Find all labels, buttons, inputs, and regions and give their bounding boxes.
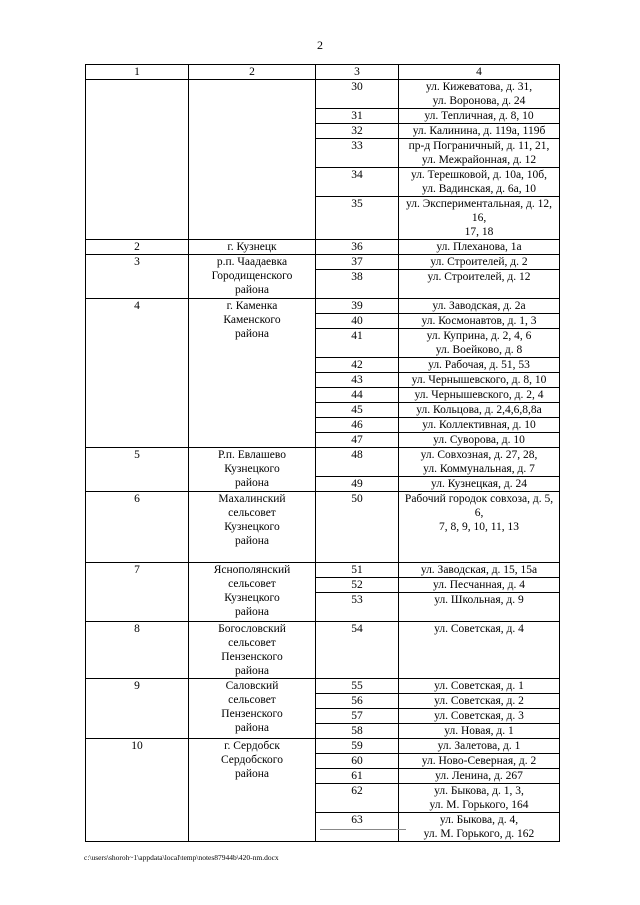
address-number-cell: 34: [316, 168, 399, 197]
locality-line: района: [234, 535, 270, 547]
address-line: ул. Экспериментальная, д. 12, 16,: [405, 198, 553, 224]
address-cell: [399, 139, 560, 168]
address-line: Рабочий городок совхоза, д. 5, 6,: [404, 493, 554, 519]
address-cell: [399, 754, 560, 769]
column-header: 1: [86, 65, 189, 80]
address-line: ул. Заводская, д. 2а: [432, 300, 526, 312]
address-cell: [399, 448, 560, 477]
address-cell: [399, 168, 560, 197]
address-line: ул. Новая, д. 1: [444, 725, 514, 737]
address-cell: [399, 784, 560, 813]
address-line: ул. Заводская, д. 15, 15а: [420, 564, 538, 576]
address-number-cell: 40: [316, 314, 399, 329]
address-number-cell: 62: [316, 784, 399, 813]
address-line: ул. Советская, д. 2: [434, 695, 524, 707]
locality-line: Кузнецкого: [224, 463, 280, 475]
address-number-cell: 41: [316, 329, 399, 358]
address-cell: [399, 270, 560, 299]
address-line: ул. Куприна, д. 2, 4, 6: [426, 330, 532, 342]
address-line: ул. Советская, д. 3: [434, 710, 524, 722]
address-line: ул. Коллективная, д. 10: [422, 419, 536, 431]
locality-line: сельсовет: [228, 507, 276, 519]
group-number-cell: 8: [86, 622, 189, 679]
locality-line: района: [234, 328, 270, 340]
locality-line: района: [234, 665, 270, 677]
address-line: ул. Космонавтов, д. 1, 3: [421, 315, 537, 327]
address-cell: [399, 255, 560, 270]
locality-cell: [189, 563, 316, 622]
address-number-cell: 63: [316, 813, 399, 842]
address-number-cell: 59: [316, 739, 399, 754]
address-number-cell: 43: [316, 373, 399, 388]
address-cell: [399, 477, 560, 492]
address-number-cell: 30: [316, 80, 399, 109]
group-number-cell: 10: [86, 739, 189, 842]
address-cell: [399, 433, 560, 448]
locality-line: г. Кузнецк: [227, 241, 277, 253]
table-body: [86, 80, 560, 842]
address-line: пр-д Пограничный, д. 11, 21,: [408, 140, 550, 152]
locality-line: г. Сердобск: [224, 740, 280, 752]
address-number-cell: 45: [316, 403, 399, 418]
address-line: ул. Тепличная, д. 8, 10: [424, 110, 534, 122]
locality-cell: [189, 622, 316, 679]
address-cell: [399, 403, 560, 418]
address-line: ул. Вадинская, д. 6а, 10: [421, 183, 537, 195]
locality-cell: [189, 739, 316, 842]
address-cell: [399, 622, 560, 679]
address-line: ул. Советская, д. 4: [434, 623, 524, 635]
address-line: ул. Чернышевского, д. 8, 10: [411, 374, 547, 386]
locality-line: г. Каменка: [226, 300, 278, 312]
locality-line: района: [234, 722, 270, 734]
table-row: [86, 255, 560, 270]
address-line: ул. Строителей, д. 2: [430, 256, 528, 268]
address-line: ул. Кижеватова, д. 31,: [425, 81, 533, 93]
address-cell: [399, 373, 560, 388]
address-line: ул. Кольцова, д. 2,4,6,8,8а: [416, 404, 542, 416]
address-line: ул. Быкова, д. 4,: [439, 814, 519, 826]
address-number-cell: 48: [316, 448, 399, 477]
group-number-cell: 5: [86, 448, 189, 492]
column-header: 4: [399, 65, 560, 80]
locality-cell: [189, 448, 316, 492]
locality-line: района: [234, 606, 270, 618]
group-number-cell: 3: [86, 255, 189, 299]
address-cell: [399, 388, 560, 403]
table-row: [86, 679, 560, 694]
address-cell: [399, 578, 560, 593]
address-line: ул. Воейково, д. 8: [435, 344, 523, 356]
footnote-divider: [320, 829, 406, 830]
locality-line: р.п. Чаадаевка: [216, 256, 288, 268]
locality-cell: [189, 492, 316, 563]
locality-line: сельсовет: [228, 578, 276, 590]
address-number-cell: 50: [316, 492, 399, 563]
address-number-cell: 52: [316, 578, 399, 593]
address-cell: [399, 709, 560, 724]
address-line: ул. Суворова, д. 10: [433, 434, 525, 446]
address-cell: [399, 679, 560, 694]
address-number-cell: 53: [316, 593, 399, 622]
locality-cell: [189, 299, 316, 448]
locality-line: сельсовет: [228, 694, 276, 706]
address-cell: [399, 813, 560, 842]
column-header: 2: [189, 65, 316, 80]
address-cell: [399, 329, 560, 358]
group-number-cell: 2: [86, 240, 189, 255]
address-line: ул. Советская, д. 1: [434, 680, 524, 692]
address-number-cell: 42: [316, 358, 399, 373]
address-number-cell: 58: [316, 724, 399, 739]
locality-cell: [189, 255, 316, 299]
address-cell: [399, 724, 560, 739]
locality-line: Пензенского: [221, 651, 283, 663]
address-number-cell: 36: [316, 240, 399, 255]
address-line: ул. Быкова, д. 1, 3,: [434, 785, 524, 797]
address-number-cell: 61: [316, 769, 399, 784]
address-line: 7, 8, 9, 10, 11, 13: [438, 521, 520, 533]
address-number-cell: 38: [316, 270, 399, 299]
locality-cell: [189, 679, 316, 739]
address-cell: [399, 314, 560, 329]
locality-cell: [189, 80, 316, 240]
address-line: ул. М. Горького, д. 162: [423, 828, 535, 840]
table-row: [86, 563, 560, 578]
table-row: [86, 448, 560, 477]
address-line: ул. Чернышевского, д. 2, 4: [414, 389, 544, 401]
address-cell: [399, 109, 560, 124]
address-cell: [399, 197, 560, 240]
address-line: ул. Школьная, д. 9: [434, 594, 524, 606]
locality-line: Яснополянский: [213, 564, 291, 576]
address-number-cell: 57: [316, 709, 399, 724]
address-number-cell: 32: [316, 124, 399, 139]
address-number-cell: 46: [316, 418, 399, 433]
table-row: [86, 622, 560, 679]
address-line: ул. Совхозная, д. 27, 28,: [420, 449, 538, 461]
address-line: ул. Калинина, д. 119а, 119б: [412, 125, 546, 137]
address-number-cell: 37: [316, 255, 399, 270]
address-number-cell: 44: [316, 388, 399, 403]
locality-line: района: [234, 284, 270, 296]
addresses-table: [85, 64, 560, 842]
group-number-cell: [86, 80, 189, 240]
group-number-cell: 9: [86, 679, 189, 739]
address-line: ул. Ленина, д. 267: [435, 770, 523, 782]
locality-line: Богословский: [218, 623, 286, 635]
address-line: ул. Коммунальная, д. 7: [423, 463, 535, 475]
locality-cell: [189, 240, 316, 255]
address-line: ул. Терешковой, д. 10а, 10б,: [410, 169, 548, 181]
address-cell: [399, 492, 560, 563]
locality-line: Пензенского: [221, 708, 283, 720]
address-cell: [399, 358, 560, 373]
address-number-cell: 39: [316, 299, 399, 314]
address-cell: [399, 124, 560, 139]
address-line: ул. Кузнецкая, д. 24: [431, 478, 527, 490]
address-line: ул. М. Горького, 164: [429, 799, 529, 811]
address-cell: [399, 418, 560, 433]
address-cell: [399, 593, 560, 622]
group-number-cell: 7: [86, 563, 189, 622]
address-line: ул. Залетова, д. 1: [437, 740, 521, 752]
address-line: ул. Строителей, д. 12: [427, 271, 531, 283]
address-line: ул. Ново-Северная, д. 2: [421, 755, 537, 767]
address-cell: [399, 739, 560, 754]
locality-line: района: [234, 768, 270, 780]
table-row: [86, 240, 560, 255]
address-line: ул. Плеханова, 1а: [436, 241, 522, 253]
locality-line: Махалинский: [218, 493, 286, 505]
address-number-cell: 55: [316, 679, 399, 694]
address-line: ул. Межрайонная, д. 12: [421, 154, 537, 166]
locality-line: района: [234, 477, 270, 489]
file-path: c:\users\shoroh~1\appdata\local\temp\notes87944b\420-nm.docx: [84, 853, 279, 862]
address-number-cell: 56: [316, 694, 399, 709]
locality-line: Кузнецкого: [224, 521, 280, 533]
locality-line: Р.п. Евлашево: [218, 449, 286, 461]
address-number-cell: 31: [316, 109, 399, 124]
address-cell: [399, 563, 560, 578]
address-cell: [399, 299, 560, 314]
address-line: ул. Рабочая, д. 51, 53: [428, 359, 530, 371]
locality-line: Кузнецкого: [224, 592, 280, 604]
table-row: [86, 80, 560, 109]
address-cell: [399, 80, 560, 109]
table-row: [86, 492, 560, 563]
address-number-cell: 54: [316, 622, 399, 679]
address-number-cell: 51: [316, 563, 399, 578]
table-row: [86, 299, 560, 314]
address-cell: [399, 694, 560, 709]
table-header-row: [86, 65, 560, 80]
address-line: ул. Песчанная, д. 4: [433, 579, 525, 591]
address-line: 17, 18: [464, 226, 494, 238]
address-cell: [399, 240, 560, 255]
address-number-cell: 35: [316, 197, 399, 240]
locality-line: Городищенского: [211, 270, 293, 282]
address-cell: [399, 769, 560, 784]
locality-line: Саловский: [225, 680, 279, 692]
address-line: ул. Воронова, д. 24: [432, 95, 526, 107]
address-number-cell: 33: [316, 139, 399, 168]
address-number-cell: 47: [316, 433, 399, 448]
locality-line: сельсовет: [228, 637, 276, 649]
group-number-cell: 6: [86, 492, 189, 563]
address-number-cell: 49: [316, 477, 399, 492]
group-number-cell: 4: [86, 299, 189, 448]
page-number: 2: [317, 38, 323, 52]
column-header: 3: [316, 65, 399, 80]
table-row: [86, 739, 560, 754]
locality-line: Сердобского: [220, 754, 283, 766]
locality-line: Каменского: [223, 314, 281, 326]
address-number-cell: 60: [316, 754, 399, 769]
